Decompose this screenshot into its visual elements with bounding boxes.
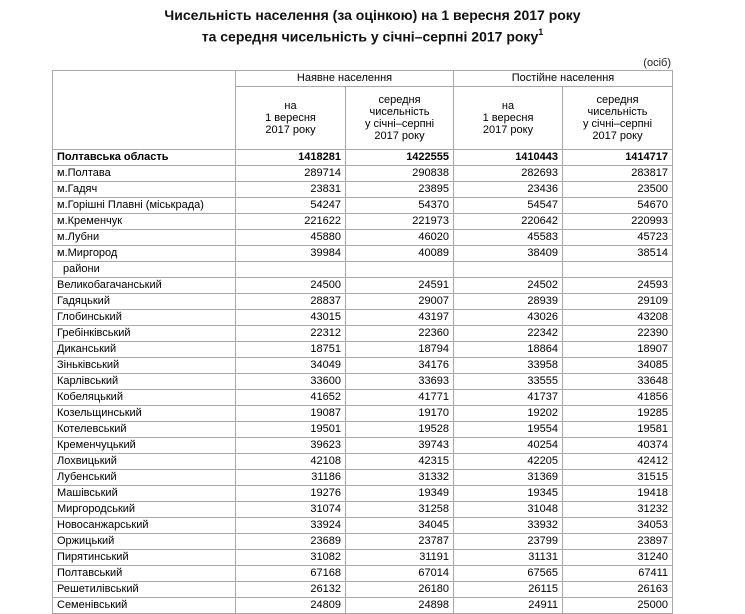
table-cell: 26180: [346, 582, 454, 598]
table-cell: 43197: [346, 310, 454, 326]
row-label: Диканський: [53, 342, 236, 358]
table-cell: 41737: [454, 390, 563, 406]
header-line: 1 вересня: [482, 112, 534, 124]
header-group-permanent: Постійне населення: [454, 71, 673, 87]
table-cell: 23787: [346, 534, 454, 550]
table-row: [53, 598, 673, 614]
table-cell: 38514: [563, 246, 673, 262]
header-permanent-average: [563, 87, 673, 150]
table-row: [53, 262, 673, 278]
table-cell: 54370: [346, 198, 454, 214]
table-cell: 41771: [346, 390, 454, 406]
row-label: Котелевський: [53, 422, 236, 438]
table-cell: 31082: [236, 550, 346, 566]
footnote-mark: 1: [538, 27, 544, 37]
table-cell: 1422555: [346, 150, 454, 166]
table-cell: 39623: [236, 438, 346, 454]
row-label: Лубенський: [53, 470, 236, 486]
table-row: [53, 342, 673, 358]
header-permanent-date: [454, 87, 563, 150]
table-row: [53, 582, 673, 598]
table-cell: 19581: [563, 422, 673, 438]
table-cell: 31332: [346, 470, 454, 486]
table-cell: 45723: [563, 230, 673, 246]
table-cell: 54247: [236, 198, 346, 214]
table-cell: 29109: [563, 294, 673, 310]
row-label: райони: [53, 262, 236, 278]
table-cell: 67014: [346, 566, 454, 582]
row-label: Оржицький: [53, 534, 236, 550]
table-row: [53, 182, 673, 198]
table-cell: 31191: [346, 550, 454, 566]
row-label: м.Полтава: [53, 166, 236, 182]
table-cell: 22312: [236, 326, 346, 342]
table-cell: 25000: [563, 598, 673, 614]
title-line-1: Чисельність населення (за оцінкою) на 1 вересня 2017 року: [164, 7, 581, 23]
header-group-present: Наявне населення: [236, 71, 454, 87]
table-cell: 67168: [236, 566, 346, 582]
table-cell: 41856: [563, 390, 673, 406]
row-label: Великобагачанський: [53, 278, 236, 294]
table-cell: 283817: [563, 166, 673, 182]
table-cell: 24809: [236, 598, 346, 614]
table-cell: 19276: [236, 486, 346, 502]
table-cell: 24500: [236, 278, 346, 294]
table-cell: 67565: [454, 566, 563, 582]
unit-label: (осіб): [643, 57, 671, 69]
table-row: [53, 310, 673, 326]
page-title: [0, 6, 745, 46]
table-cell: 23500: [563, 182, 673, 198]
table-cell: 282693: [454, 166, 563, 182]
table-cell: 33958: [454, 358, 563, 374]
table-row: [53, 518, 673, 534]
table-cell: 18751: [236, 342, 346, 358]
table-cell: 31074: [236, 502, 346, 518]
row-label: Решетилівський: [53, 582, 236, 598]
table-cell: 24911: [454, 598, 563, 614]
table-cell: 39743: [346, 438, 454, 454]
table-cell: 19170: [346, 406, 454, 422]
table-cell: 221622: [236, 214, 346, 230]
table-row: [53, 294, 673, 310]
row-label: Пирятинський: [53, 550, 236, 566]
table-cell: 19087: [236, 406, 346, 422]
header-line: 2017 року: [265, 124, 316, 136]
table-row: [53, 486, 673, 502]
row-label: Гадяцький: [53, 294, 236, 310]
table-cell: 46020: [346, 230, 454, 246]
table-cell: 39984: [236, 246, 346, 262]
table-row: [53, 230, 673, 246]
table-cell: [236, 262, 346, 278]
header-line: чисельність: [369, 106, 430, 118]
row-label: Кобеляцький: [53, 390, 236, 406]
header-present-date: [236, 87, 346, 150]
table-cell: 19501: [236, 422, 346, 438]
table-cell: 1410443: [454, 150, 563, 166]
table-cell: 1418281: [236, 150, 346, 166]
table-cell: 19345: [454, 486, 563, 502]
row-label: Зіньківський: [53, 358, 236, 374]
table-cell: 31048: [454, 502, 563, 518]
table-cell: 22390: [563, 326, 673, 342]
table-cell: 22360: [346, 326, 454, 342]
row-label: Машівський: [53, 486, 236, 502]
table-cell: 31258: [346, 502, 454, 518]
header-line: на: [501, 100, 515, 112]
table-row: [53, 566, 673, 582]
table-cell: 42315: [346, 454, 454, 470]
table-body: [53, 150, 673, 614]
table-cell: 19202: [454, 406, 563, 422]
row-label: Семенівський: [53, 598, 236, 614]
table-cell: 220642: [454, 214, 563, 230]
table-cell: 26163: [563, 582, 673, 598]
table-cell: 34049: [236, 358, 346, 374]
table-cell: 34045: [346, 518, 454, 534]
header-line: чисельність: [587, 106, 648, 118]
table-row: [53, 422, 673, 438]
table-cell: 45880: [236, 230, 346, 246]
row-label: Новосанжарський: [53, 518, 236, 534]
table-row: [53, 406, 673, 422]
table-cell: 18907: [563, 342, 673, 358]
row-label: Миргородський: [53, 502, 236, 518]
table-cell: 31369: [454, 470, 563, 486]
table-row: [53, 166, 673, 182]
table-cell: 31186: [236, 470, 346, 486]
table-cell: 290838: [346, 166, 454, 182]
table-cell: 42205: [454, 454, 563, 470]
table-cell: 19349: [346, 486, 454, 502]
table-cell: 31131: [454, 550, 563, 566]
table-cell: 23897: [563, 534, 673, 550]
table-cell: 28939: [454, 294, 563, 310]
table-cell: 31232: [563, 502, 673, 518]
table-row: [53, 326, 673, 342]
table-cell: 33600: [236, 374, 346, 390]
table-cell: 24898: [346, 598, 454, 614]
table-cell: 19418: [563, 486, 673, 502]
table-row: [53, 470, 673, 486]
header-line: середня: [378, 94, 421, 106]
table-row: [53, 278, 673, 294]
table-row: [53, 246, 673, 262]
table-cell: 22342: [454, 326, 563, 342]
title-line-2: [0, 24, 745, 46]
table-cell: 31240: [563, 550, 673, 566]
table-cell: 33648: [563, 374, 673, 390]
row-label: Полтавський: [53, 566, 236, 582]
table-cell: 42108: [236, 454, 346, 470]
row-label: Карлівський: [53, 374, 236, 390]
header-line: 2017 року: [482, 124, 534, 136]
table-cell: 33693: [346, 374, 454, 390]
row-label: Козельщинський: [53, 406, 236, 422]
table-row: [53, 438, 673, 454]
table-row: [53, 454, 673, 470]
table-cell: 289714: [236, 166, 346, 182]
row-label: Кременчуцький: [53, 438, 236, 454]
table-cell: 23895: [346, 182, 454, 198]
table-row: [53, 534, 673, 550]
table-row: [53, 198, 673, 214]
table-cell: 40374: [563, 438, 673, 454]
table-cell: 38409: [454, 246, 563, 262]
table-cell: 34053: [563, 518, 673, 534]
table-cell: 31515: [563, 470, 673, 486]
table-cell: 34176: [346, 358, 454, 374]
table-cell: 19554: [454, 422, 563, 438]
table-cell: 33932: [454, 518, 563, 534]
table-cell: 54670: [563, 198, 673, 214]
table-cell: 67411: [563, 566, 673, 582]
header-line: 2017 року: [592, 130, 643, 142]
table-row: [53, 390, 673, 406]
table-cell: 24593: [563, 278, 673, 294]
table-cell: 23831: [236, 182, 346, 198]
row-label: Глобинський: [53, 310, 236, 326]
table-cell: 23436: [454, 182, 563, 198]
table-cell: 43208: [563, 310, 673, 326]
header-present-average: [346, 87, 454, 150]
table-cell: 18864: [454, 342, 563, 358]
row-label: Гребінківський: [53, 326, 236, 342]
header-empty-cell: [53, 71, 236, 150]
table-cell: 33924: [236, 518, 346, 534]
row-label: м.Миргород: [53, 246, 236, 262]
table-cell: [346, 262, 454, 278]
table-row: [53, 214, 673, 230]
table-cell: 19285: [563, 406, 673, 422]
table-cell: 26115: [454, 582, 563, 598]
table-row: [53, 374, 673, 390]
row-label: м.Лубни: [53, 230, 236, 246]
table-cell: 19528: [346, 422, 454, 438]
table-cell: [454, 262, 563, 278]
table-row: [53, 150, 673, 166]
table-cell: 23799: [454, 534, 563, 550]
table-cell: 1414717: [563, 150, 673, 166]
table-cell: 34085: [563, 358, 673, 374]
header-line: 2017 року: [374, 130, 425, 142]
table-cell: 24502: [454, 278, 563, 294]
title-line-2-text: та середня чисельність у січні–серпні 2017 року: [201, 28, 539, 45]
header-line: у січні–серпні: [364, 118, 435, 130]
table-cell: 41652: [236, 390, 346, 406]
table-cell: 28837: [236, 294, 346, 310]
table-row: [53, 358, 673, 374]
table-cell: 23689: [236, 534, 346, 550]
table-cell: 45583: [454, 230, 563, 246]
header-line: на: [284, 100, 297, 112]
table-cell: 24591: [346, 278, 454, 294]
table-cell: 40089: [346, 246, 454, 262]
row-label: м.Гадяч: [53, 182, 236, 198]
table-cell: 54547: [454, 198, 563, 214]
table-cell: 40254: [454, 438, 563, 454]
table-row: [53, 550, 673, 566]
row-label: Лохвицький: [53, 454, 236, 470]
table-cell: 43026: [454, 310, 563, 326]
row-label: м.Кременчук: [53, 214, 236, 230]
header-line: 1 вересня: [265, 112, 316, 124]
row-label: Полтавська область: [53, 150, 236, 166]
table-cell: 221973: [346, 214, 454, 230]
table-cell: 43015: [236, 310, 346, 326]
table-row: [53, 502, 673, 518]
header-line: середня: [596, 94, 639, 106]
table-cell: 29007: [346, 294, 454, 310]
table-cell: 33555: [454, 374, 563, 390]
table-cell: 18794: [346, 342, 454, 358]
table-cell: [563, 262, 673, 278]
population-table: [52, 70, 673, 614]
table-cell: 42412: [563, 454, 673, 470]
table-cell: 26132: [236, 582, 346, 598]
row-label: м.Горішні Плавні (міськрада): [53, 198, 236, 214]
header-line: у січні–серпні: [582, 118, 653, 130]
table-cell: 220993: [563, 214, 673, 230]
